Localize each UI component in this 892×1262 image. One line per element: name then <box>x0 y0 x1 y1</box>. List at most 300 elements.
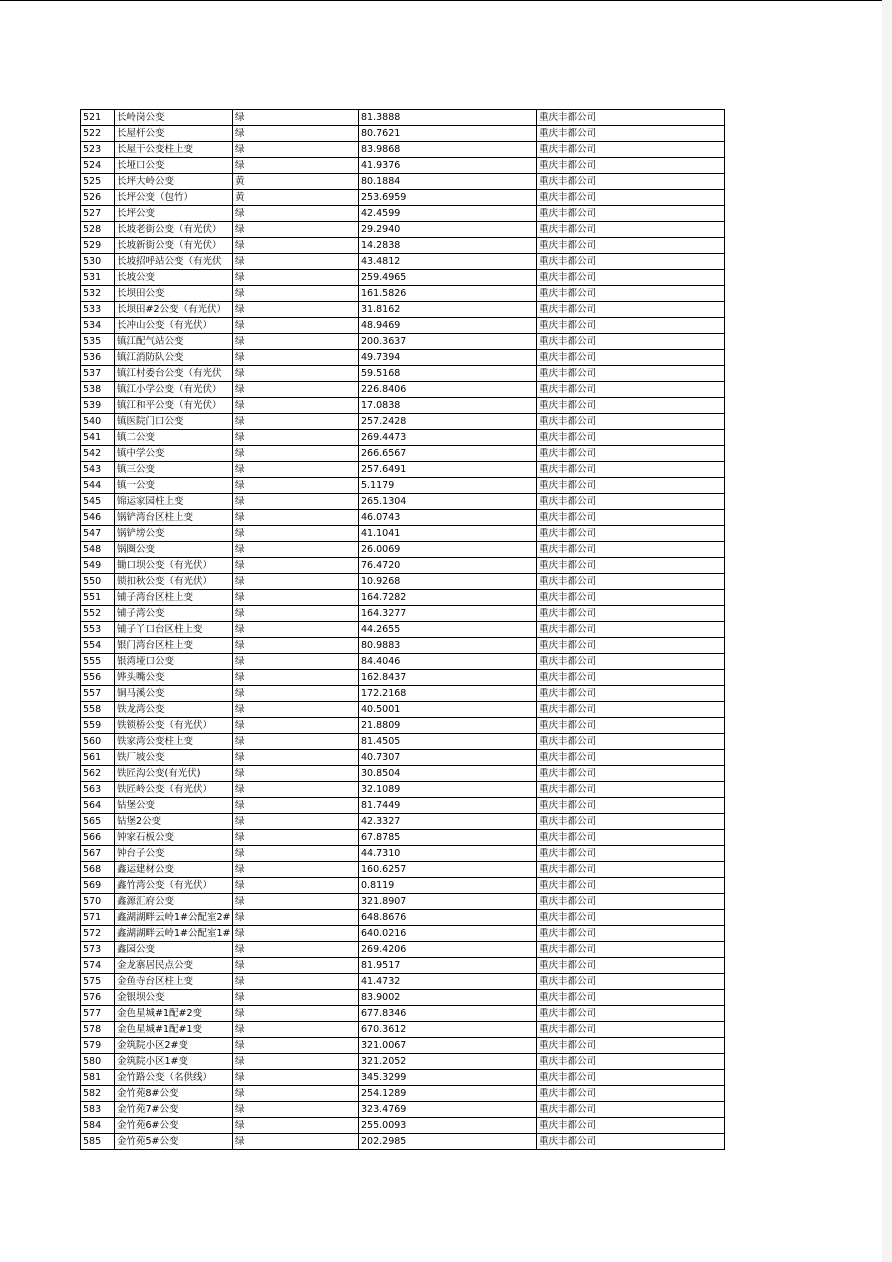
status-color-cell: 绿 <box>233 1038 359 1054</box>
company-cell: 重庆丰都公司 <box>537 942 725 958</box>
row-number-cell: 574 <box>81 958 115 974</box>
company-cell: 重庆丰都公司 <box>537 590 725 606</box>
station-name-cell: 铺子湾台区柱上变 <box>115 590 233 606</box>
value-cell: 29.2940 <box>359 222 537 238</box>
table-row <box>81 206 725 222</box>
status-color-cell: 绿 <box>233 814 359 830</box>
value-cell: 41.1041 <box>359 526 537 542</box>
row-number-cell: 581 <box>81 1070 115 1086</box>
value-cell: 255.0093 <box>359 1118 537 1134</box>
value-cell: 253.6959 <box>359 190 537 206</box>
company-cell: 重庆丰都公司 <box>537 622 725 638</box>
table-row <box>81 366 725 382</box>
status-color-cell: 绿 <box>233 878 359 894</box>
table-row <box>81 446 725 462</box>
status-color-cell: 绿 <box>233 158 359 174</box>
row-number-cell: 552 <box>81 606 115 622</box>
row-number-cell: 538 <box>81 382 115 398</box>
row-number-cell: 546 <box>81 510 115 526</box>
table-row <box>81 910 725 926</box>
table-row <box>81 382 725 398</box>
company-cell: 重庆丰都公司 <box>537 894 725 910</box>
table-row <box>81 318 725 334</box>
station-name-cell: 铁匠沟公变(有光伏) <box>115 766 233 782</box>
company-cell: 重庆丰都公司 <box>537 1086 725 1102</box>
row-number-cell: 572 <box>81 926 115 942</box>
company-cell: 重庆丰都公司 <box>537 382 725 398</box>
company-cell: 重庆丰都公司 <box>537 574 725 590</box>
station-name-cell: 镇江配气站公变 <box>115 334 233 350</box>
row-number-cell: 537 <box>81 366 115 382</box>
station-name-cell: 鑫源汇府公变 <box>115 894 233 910</box>
status-color-cell: 黄 <box>233 190 359 206</box>
company-cell: 重庆丰都公司 <box>537 526 725 542</box>
table-row <box>81 1006 725 1022</box>
row-number-cell: 539 <box>81 398 115 414</box>
station-name-cell: 银湾垭口公变 <box>115 654 233 670</box>
value-cell: 80.7621 <box>359 126 537 142</box>
status-color-cell: 绿 <box>233 942 359 958</box>
company-cell: 重庆丰都公司 <box>537 542 725 558</box>
table-row <box>81 734 725 750</box>
status-color-cell: 绿 <box>233 718 359 734</box>
company-cell: 重庆丰都公司 <box>537 830 725 846</box>
row-number-cell: 580 <box>81 1054 115 1070</box>
value-cell: 5.1179 <box>359 478 537 494</box>
company-cell: 重庆丰都公司 <box>537 270 725 286</box>
row-number-cell: 534 <box>81 318 115 334</box>
station-name-cell: 长坪公变 <box>115 206 233 222</box>
row-number-cell: 545 <box>81 494 115 510</box>
table-row <box>81 158 725 174</box>
status-color-cell: 绿 <box>233 830 359 846</box>
company-cell: 重庆丰都公司 <box>537 814 725 830</box>
table-row <box>81 286 725 302</box>
station-name-cell: 铁家湾公变柱上变 <box>115 734 233 750</box>
value-cell: 172.2168 <box>359 686 537 702</box>
station-name-cell: 长垭口公变 <box>115 158 233 174</box>
status-color-cell: 绿 <box>233 606 359 622</box>
value-cell: 32.1089 <box>359 782 537 798</box>
status-color-cell: 绿 <box>233 846 359 862</box>
table-row <box>81 574 725 590</box>
row-number-cell: 540 <box>81 414 115 430</box>
value-cell: 266.6567 <box>359 446 537 462</box>
station-name-cell: 长坪大岭公变 <box>115 174 233 190</box>
row-number-cell: 528 <box>81 222 115 238</box>
row-number-cell: 549 <box>81 558 115 574</box>
company-cell: 重庆丰都公司 <box>537 670 725 686</box>
company-cell: 重庆丰都公司 <box>537 734 725 750</box>
row-number-cell: 561 <box>81 750 115 766</box>
status-color-cell: 绿 <box>233 590 359 606</box>
table-row <box>81 798 725 814</box>
company-cell: 重庆丰都公司 <box>537 782 725 798</box>
status-color-cell: 绿 <box>233 382 359 398</box>
row-number-cell: 524 <box>81 158 115 174</box>
station-name-cell: 长屋杆公变 <box>115 126 233 142</box>
table-row <box>81 1134 725 1150</box>
station-name-cell: 长屋干公变柱上变 <box>115 142 233 158</box>
status-color-cell: 绿 <box>233 334 359 350</box>
row-number-cell: 551 <box>81 590 115 606</box>
status-color-cell: 绿 <box>233 894 359 910</box>
station-name-cell: 锅铲塝公变 <box>115 526 233 542</box>
value-cell: 269.4473 <box>359 430 537 446</box>
status-color-cell: 绿 <box>233 206 359 222</box>
row-number-cell: 530 <box>81 254 115 270</box>
row-number-cell: 533 <box>81 302 115 318</box>
company-cell: 重庆丰都公司 <box>537 318 725 334</box>
table-row <box>81 750 725 766</box>
table-row <box>81 846 725 862</box>
table-row <box>81 654 725 670</box>
station-name-cell: 金竹苑5#公变 <box>115 1134 233 1150</box>
row-number-cell: 521 <box>81 110 115 126</box>
value-cell: 43.4812 <box>359 254 537 270</box>
station-name-cell: 锅铲湾台区柱上变 <box>115 510 233 526</box>
status-color-cell: 绿 <box>233 446 359 462</box>
company-cell: 重庆丰都公司 <box>537 558 725 574</box>
row-number-cell: 547 <box>81 526 115 542</box>
company-cell: 重庆丰都公司 <box>537 974 725 990</box>
page-top-border <box>0 0 892 1</box>
row-number-cell: 532 <box>81 286 115 302</box>
company-cell: 重庆丰都公司 <box>537 494 725 510</box>
table-row <box>81 590 725 606</box>
value-cell: 81.9517 <box>359 958 537 974</box>
table-row <box>81 1118 725 1134</box>
value-cell: 84.4046 <box>359 654 537 670</box>
company-cell: 重庆丰都公司 <box>537 1054 725 1070</box>
station-name-cell: 金竹路公变（名供线） <box>115 1070 233 1086</box>
company-cell: 重庆丰都公司 <box>537 766 725 782</box>
value-cell: 21.8809 <box>359 718 537 734</box>
table-row <box>81 430 725 446</box>
station-name-cell: 鑫园公变 <box>115 942 233 958</box>
transformer-data-table <box>80 109 725 1150</box>
table-row <box>81 606 725 622</box>
station-name-cell: 铁龙湾公变 <box>115 702 233 718</box>
row-number-cell: 527 <box>81 206 115 222</box>
row-number-cell: 585 <box>81 1134 115 1150</box>
station-name-cell: 鑫运建材公变 <box>115 862 233 878</box>
status-color-cell: 绿 <box>233 654 359 670</box>
value-cell: 677.8346 <box>359 1006 537 1022</box>
station-name-cell: 金筑院小区2#变 <box>115 1038 233 1054</box>
row-number-cell: 541 <box>81 430 115 446</box>
company-cell: 重庆丰都公司 <box>537 686 725 702</box>
row-number-cell: 567 <box>81 846 115 862</box>
value-cell: 80.9883 <box>359 638 537 654</box>
value-cell: 31.8162 <box>359 302 537 318</box>
status-color-cell: 绿 <box>233 494 359 510</box>
station-name-cell: 钻堡公变 <box>115 798 233 814</box>
table-row <box>81 254 725 270</box>
status-color-cell: 绿 <box>233 910 359 926</box>
station-name-cell: 长坡招呼站公变（有光伏 <box>115 254 233 270</box>
table-row <box>81 814 725 830</box>
status-color-cell: 绿 <box>233 782 359 798</box>
row-number-cell: 584 <box>81 1118 115 1134</box>
company-cell: 重庆丰都公司 <box>537 926 725 942</box>
station-name-cell: 鑫竹湾公变（有光伏） <box>115 878 233 894</box>
status-color-cell: 绿 <box>233 974 359 990</box>
value-cell: 160.6257 <box>359 862 537 878</box>
value-cell: 40.7307 <box>359 750 537 766</box>
row-number-cell: 577 <box>81 1006 115 1022</box>
table-row <box>81 1038 725 1054</box>
value-cell: 81.3888 <box>359 110 537 126</box>
value-cell: 321.0067 <box>359 1038 537 1054</box>
company-cell: 重庆丰都公司 <box>537 302 725 318</box>
status-color-cell: 绿 <box>233 926 359 942</box>
status-color-cell: 绿 <box>233 254 359 270</box>
table-row <box>81 270 725 286</box>
row-number-cell: 578 <box>81 1022 115 1038</box>
status-color-cell: 绿 <box>233 142 359 158</box>
table-row <box>81 670 725 686</box>
station-name-cell: 金竹苑6#公变 <box>115 1118 233 1134</box>
row-number-cell: 553 <box>81 622 115 638</box>
company-cell: 重庆丰都公司 <box>537 1038 725 1054</box>
company-cell: 重庆丰都公司 <box>537 478 725 494</box>
value-cell: 200.3637 <box>359 334 537 350</box>
value-cell: 41.4732 <box>359 974 537 990</box>
row-number-cell: 582 <box>81 1086 115 1102</box>
status-color-cell: 绿 <box>233 1086 359 1102</box>
status-color-cell: 绿 <box>233 1134 359 1150</box>
company-cell: 重庆丰都公司 <box>537 206 725 222</box>
value-cell: 670.3612 <box>359 1022 537 1038</box>
status-color-cell: 绿 <box>233 462 359 478</box>
table-row <box>81 1054 725 1070</box>
status-color-cell: 绿 <box>233 798 359 814</box>
row-number-cell: 548 <box>81 542 115 558</box>
value-cell: 59.5168 <box>359 366 537 382</box>
status-color-cell: 绿 <box>233 1118 359 1134</box>
row-number-cell: 543 <box>81 462 115 478</box>
status-color-cell: 绿 <box>233 126 359 142</box>
value-cell: 648.8676 <box>359 910 537 926</box>
company-cell: 重庆丰都公司 <box>537 254 725 270</box>
station-name-cell: 金银坝公变 <box>115 990 233 1006</box>
table-row <box>81 942 725 958</box>
station-name-cell: 锄口坝公变（有光伏） <box>115 558 233 574</box>
company-cell: 重庆丰都公司 <box>537 606 725 622</box>
table-row <box>81 110 725 126</box>
table-row <box>81 766 725 782</box>
station-name-cell: 长坡公变 <box>115 270 233 286</box>
status-color-cell: 绿 <box>233 1022 359 1038</box>
row-number-cell: 563 <box>81 782 115 798</box>
status-color-cell: 绿 <box>233 686 359 702</box>
company-cell: 重庆丰都公司 <box>537 462 725 478</box>
table-row <box>81 302 725 318</box>
company-cell: 重庆丰都公司 <box>537 126 725 142</box>
value-cell: 269.4206 <box>359 942 537 958</box>
station-name-cell: 锁扣秋公变（有光伏） <box>115 574 233 590</box>
status-color-cell: 绿 <box>233 318 359 334</box>
station-name-cell: 镇江小学公变（有光伏） <box>115 382 233 398</box>
row-number-cell: 564 <box>81 798 115 814</box>
value-cell: 83.9868 <box>359 142 537 158</box>
status-color-cell: 绿 <box>233 990 359 1006</box>
status-color-cell: 绿 <box>233 622 359 638</box>
value-cell: 46.0743 <box>359 510 537 526</box>
station-name-cell: 铁锁桥公变（有光伏） <box>115 718 233 734</box>
value-cell: 40.5001 <box>359 702 537 718</box>
station-name-cell: 锦运家园柱上变 <box>115 494 233 510</box>
station-name-cell: 锅圈公变 <box>115 542 233 558</box>
value-cell: 202.2985 <box>359 1134 537 1150</box>
value-cell: 10.9268 <box>359 574 537 590</box>
company-cell: 重庆丰都公司 <box>537 1102 725 1118</box>
table-row <box>81 1102 725 1118</box>
table-row <box>81 190 725 206</box>
status-color-cell: 绿 <box>233 702 359 718</box>
table-row <box>81 686 725 702</box>
station-name-cell: 铁厂坡公变 <box>115 750 233 766</box>
table-row <box>81 926 725 942</box>
value-cell: 26.0069 <box>359 542 537 558</box>
value-cell: 226.8406 <box>359 382 537 398</box>
status-color-cell: 绿 <box>233 958 359 974</box>
value-cell: 80.1884 <box>359 174 537 190</box>
row-number-cell: 531 <box>81 270 115 286</box>
status-color-cell: 黄 <box>233 174 359 190</box>
status-color-cell: 绿 <box>233 574 359 590</box>
company-cell: 重庆丰都公司 <box>537 1118 725 1134</box>
value-cell: 323.4769 <box>359 1102 537 1118</box>
station-name-cell: 金筑院小区1#变 <box>115 1054 233 1070</box>
table-row <box>81 1022 725 1038</box>
row-number-cell: 555 <box>81 654 115 670</box>
company-cell: 重庆丰都公司 <box>537 1006 725 1022</box>
value-cell: 42.3327 <box>359 814 537 830</box>
row-number-cell: 557 <box>81 686 115 702</box>
row-number-cell: 544 <box>81 478 115 494</box>
row-number-cell: 569 <box>81 878 115 894</box>
company-cell: 重庆丰都公司 <box>537 990 725 1006</box>
station-name-cell: 镇中学公变 <box>115 446 233 462</box>
table-row <box>81 350 725 366</box>
company-cell: 重庆丰都公司 <box>537 798 725 814</box>
row-number-cell: 576 <box>81 990 115 1006</box>
table-row <box>81 558 725 574</box>
row-number-cell: 559 <box>81 718 115 734</box>
company-cell: 重庆丰都公司 <box>537 510 725 526</box>
company-cell: 重庆丰都公司 <box>537 366 725 382</box>
row-number-cell: 575 <box>81 974 115 990</box>
row-number-cell: 550 <box>81 574 115 590</box>
company-cell: 重庆丰都公司 <box>537 430 725 446</box>
row-number-cell: 558 <box>81 702 115 718</box>
company-cell: 重庆丰都公司 <box>537 750 725 766</box>
company-cell: 重庆丰都公司 <box>537 1022 725 1038</box>
status-color-cell: 绿 <box>233 670 359 686</box>
row-number-cell: 560 <box>81 734 115 750</box>
company-cell: 重庆丰都公司 <box>537 334 725 350</box>
status-color-cell: 绿 <box>233 1006 359 1022</box>
company-cell: 重庆丰都公司 <box>537 718 725 734</box>
table-row <box>81 510 725 526</box>
value-cell: 640.0216 <box>359 926 537 942</box>
status-color-cell: 绿 <box>233 302 359 318</box>
company-cell: 重庆丰都公司 <box>537 846 725 862</box>
table-row <box>81 238 725 254</box>
company-cell: 重庆丰都公司 <box>537 350 725 366</box>
row-number-cell: 583 <box>81 1102 115 1118</box>
value-cell: 48.9469 <box>359 318 537 334</box>
status-color-cell: 绿 <box>233 270 359 286</box>
status-color-cell: 绿 <box>233 238 359 254</box>
table-row <box>81 1070 725 1086</box>
company-cell: 重庆丰都公司 <box>537 110 725 126</box>
station-name-cell: 镇一公变 <box>115 478 233 494</box>
station-name-cell: 长坪公变（包竹） <box>115 190 233 206</box>
value-cell: 345.3299 <box>359 1070 537 1086</box>
station-name-cell: 铜马溪公变 <box>115 686 233 702</box>
table-row <box>81 718 725 734</box>
status-color-cell: 绿 <box>233 862 359 878</box>
value-cell: 254.1289 <box>359 1086 537 1102</box>
value-cell: 0.8119 <box>359 878 537 894</box>
value-cell: 81.4505 <box>359 734 537 750</box>
status-color-cell: 绿 <box>233 1054 359 1070</box>
row-number-cell: 579 <box>81 1038 115 1054</box>
row-number-cell: 529 <box>81 238 115 254</box>
table-row <box>81 174 725 190</box>
company-cell: 重庆丰都公司 <box>537 654 725 670</box>
value-cell: 257.6491 <box>359 462 537 478</box>
value-cell: 17.0838 <box>359 398 537 414</box>
station-name-cell: 镇医院门口公变 <box>115 414 233 430</box>
table-row <box>81 990 725 1006</box>
table-row <box>81 830 725 846</box>
station-name-cell: 金龙寨居民点公变 <box>115 958 233 974</box>
row-number-cell: 566 <box>81 830 115 846</box>
status-color-cell: 绿 <box>233 638 359 654</box>
station-name-cell: 镇江消防队公变 <box>115 350 233 366</box>
company-cell: 重庆丰都公司 <box>537 446 725 462</box>
value-cell: 44.7310 <box>359 846 537 862</box>
station-name-cell: 长坡新街公变（有光伏） <box>115 238 233 254</box>
status-color-cell: 绿 <box>233 750 359 766</box>
table-body <box>81 110 725 1150</box>
row-number-cell: 535 <box>81 334 115 350</box>
row-number-cell: 568 <box>81 862 115 878</box>
value-cell: 164.7282 <box>359 590 537 606</box>
station-name-cell: 鑫湖湖畔云岭1#公配室2# <box>115 910 233 926</box>
value-cell: 30.8504 <box>359 766 537 782</box>
station-name-cell: 金色星城#1配#1变 <box>115 1022 233 1038</box>
station-name-cell: 镇江村委台公变（有光伏 <box>115 366 233 382</box>
row-number-cell: 536 <box>81 350 115 366</box>
station-name-cell: 钟家石板公变 <box>115 830 233 846</box>
row-number-cell: 554 <box>81 638 115 654</box>
status-color-cell: 绿 <box>233 1102 359 1118</box>
value-cell: 81.7449 <box>359 798 537 814</box>
table-row <box>81 878 725 894</box>
table-row <box>81 622 725 638</box>
station-name-cell: 铁匠岭公变（有光伏） <box>115 782 233 798</box>
value-cell: 162.8437 <box>359 670 537 686</box>
table-row <box>81 222 725 238</box>
table-row <box>81 478 725 494</box>
status-color-cell: 绿 <box>233 558 359 574</box>
station-name-cell: 长岭岗公变 <box>115 110 233 126</box>
